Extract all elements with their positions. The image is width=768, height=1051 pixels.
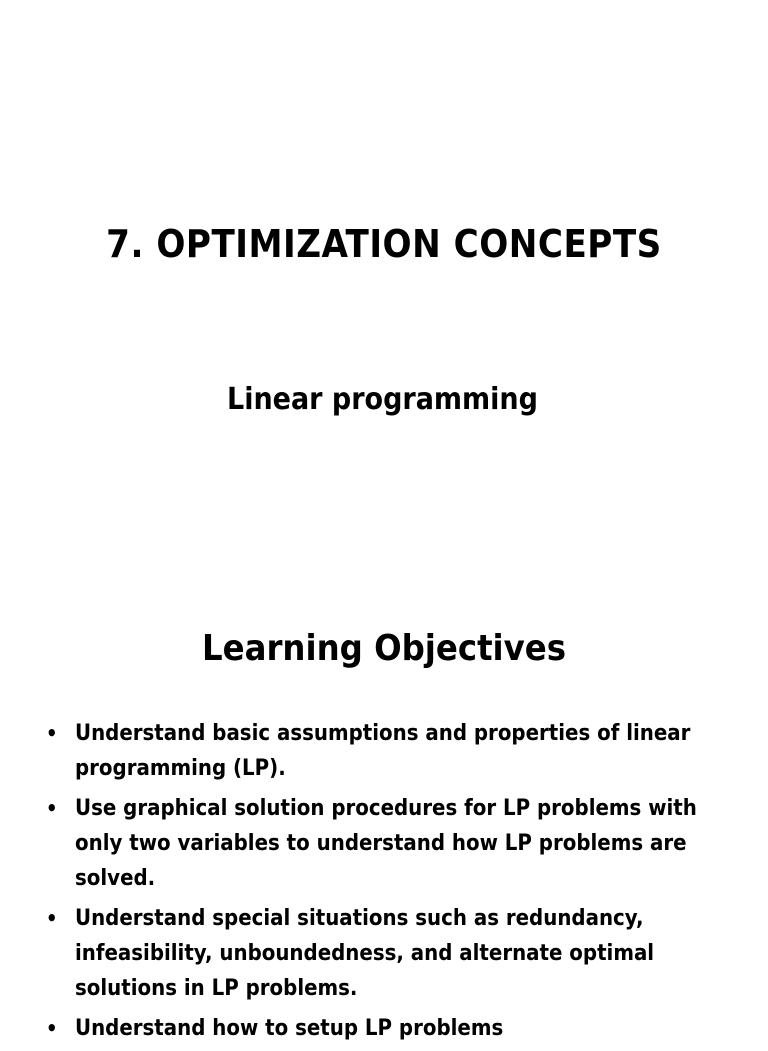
objective-item: [46, 716, 726, 786]
objective-text: Understand special situations such as redundancy, infeasibility, unboundedness, and alternate optimal solutions in LP problems.: [75, 906, 655, 1001]
objective-text: Understand how to setup LP problems: [75, 1016, 504, 1041]
bullet-icon: •: [46, 1016, 58, 1040]
bullet-icon: •: [46, 906, 58, 930]
bullet-icon: •: [46, 796, 58, 820]
objectives-slide: [0, 560, 768, 1041]
slide-subtitle: Linear programming: [227, 382, 538, 417]
objectives-heading: Learning Objectives: [201, 628, 567, 669]
objective-text: Understand basic assumptions and properties of linear programming (LP).: [75, 721, 691, 781]
objectives-list: [46, 716, 726, 1051]
objective-text: Use graphical solution procedures for LP problems with only two variables to understand how LP problems are solved.: [75, 796, 697, 891]
bullet-icon: •: [46, 721, 58, 745]
objective-item: [46, 1011, 726, 1046]
objective-item: [46, 791, 726, 896]
slide-title: 7. OPTIMIZATION CONCEPTS: [106, 222, 662, 266]
objective-item: [46, 901, 726, 1006]
